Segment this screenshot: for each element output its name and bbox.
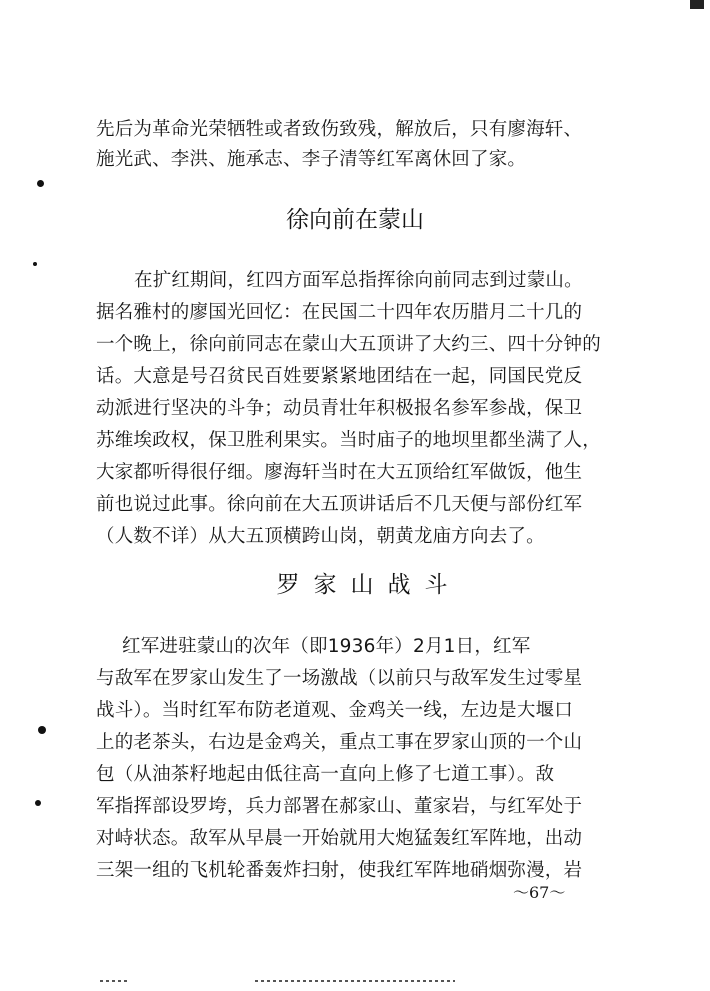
paragraph-line: 大家都听得很仔细。廖海轩当时在大五顶给红军做饭，他生	[96, 462, 583, 483]
paragraph-line: 红军进驻蒙山的次年（即1936年）2月1日，红军	[122, 636, 531, 657]
paragraph-line: 军指挥部设罗垮，兵力部署在郝家山、董家岩，与红军处于	[96, 796, 583, 817]
paragraph-line: 一个晚上，徐向前同志在蒙山大五顶讲了大约三、四十分钟的	[96, 334, 601, 355]
paragraph-line: 前也说过此事。徐向前在大五顶讲话后不几天便与部份红军	[96, 494, 583, 515]
paragraph-line: 动派进行坚决的斗争；动员青壮年积极报名参军参战，保卫	[96, 398, 583, 419]
scan-noise	[255, 980, 455, 982]
scan-speck	[38, 726, 46, 734]
paragraph-line: 战斗）。当时红军布防老道观、金鸡关一线，左边是大堰口	[96, 700, 573, 721]
scan-speck	[33, 262, 37, 266]
scan-speck	[37, 180, 44, 187]
paragraph-line: 据名雅村的廖国光回忆：在民国二十四年农历腊月二十几的	[96, 302, 583, 323]
scan-mark	[690, 0, 704, 9]
section-title: 徐向前在蒙山	[286, 207, 424, 233]
paragraph-line: 在扩红期间，红四方面军总指挥徐向前同志到过蒙山。	[134, 270, 583, 291]
intro-line: 先后为革命光荣牺牲或者致伤致残，解放后，只有廖海轩、	[96, 119, 583, 140]
scan-noise	[100, 980, 130, 982]
paragraph-line: 包（从油茶籽地起由低往高一直向上修了七道工事）。敌	[96, 764, 555, 785]
page-number: ～67～	[513, 883, 566, 902]
paragraph-line: 话。大意是号召贫民百姓要紧紧地团结在一起，同国民党反	[96, 366, 583, 387]
paragraph-line: （人数不详）从大五顶横跨山岗，朝黄龙庙方向去了。	[96, 526, 545, 547]
scan-speck	[35, 800, 41, 806]
paragraph-line: 对峙状态。敌军从早晨一开始就用大炮猛轰红军阵地，出动	[96, 828, 583, 849]
section-title: 罗家山战斗	[276, 572, 462, 598]
paragraph-line: 上的老茶头，右边是金鸡关，重点工事在罗家山顶的一个山	[96, 732, 583, 753]
intro-line: 施光武、李洪、施承志、李子清等红军离休回了家。	[96, 149, 527, 170]
paragraph-line: 三架一组的飞机轮番轰炸扫射，使我红军阵地硝烟弥漫，岩	[96, 860, 583, 881]
paragraph-line: 与敌军在罗家山发生了一场激战（以前只与敌军发生过零星	[96, 668, 583, 689]
paragraph-line: 苏维埃政权，保卫胜利果实。当时庙子的地坝里都坐满了人，	[96, 430, 601, 451]
